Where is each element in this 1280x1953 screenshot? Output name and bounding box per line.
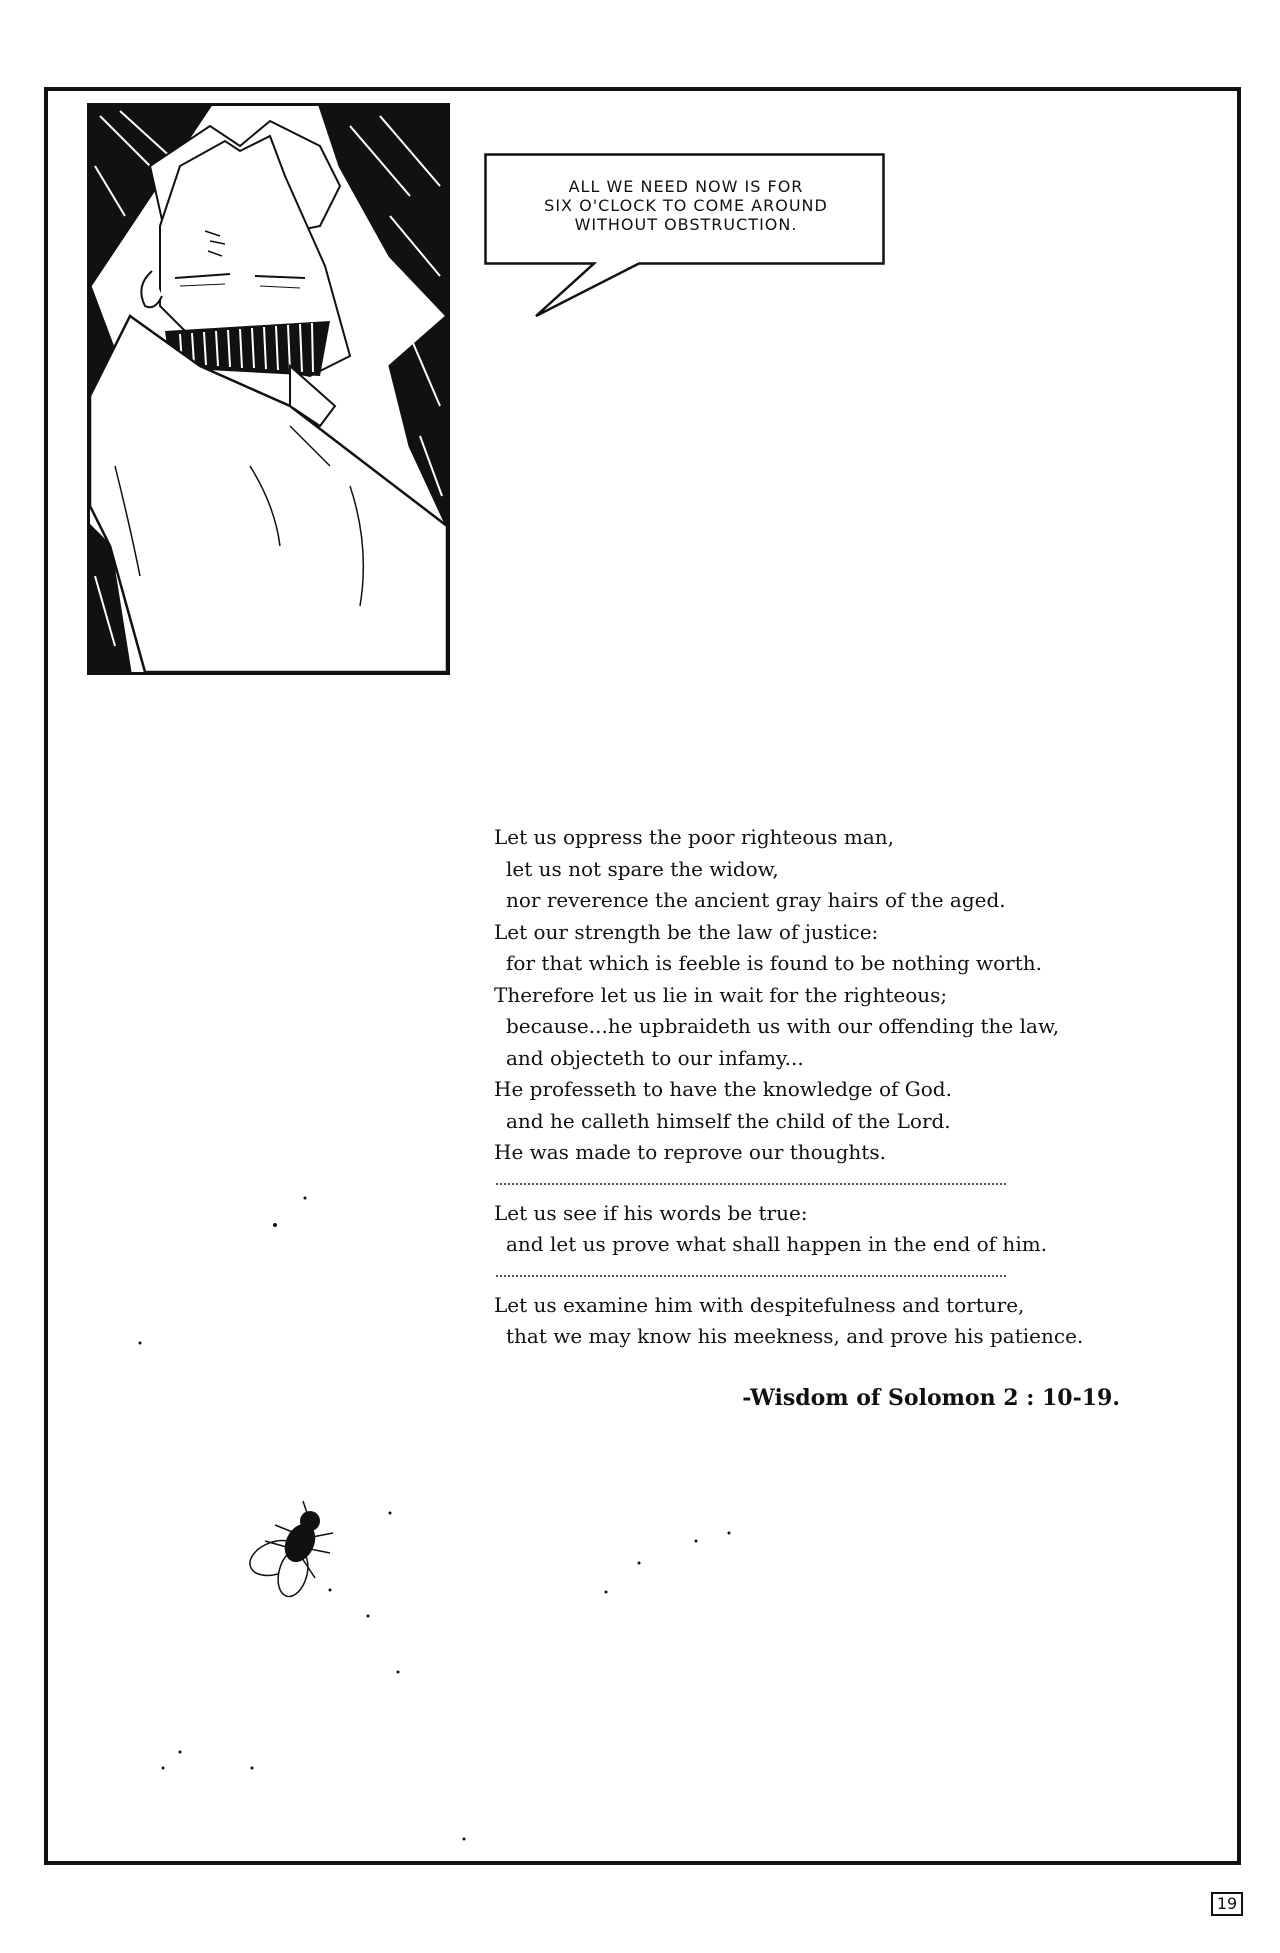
quote-line: Therefore let us lie in wait for the righteous;	[494, 982, 948, 1007]
quote-line: He was made to reprove our thoughts.	[494, 1140, 886, 1164]
page-number: 19	[1211, 1892, 1243, 1916]
quote-line: for that which is feeble is found to be nothing worth.	[506, 951, 1043, 975]
speech-balloon-text: ALL WE NEED NOW IS FOR SIX O'CLOCK TO COME AROUND WITHOUT OBSTRUCTION.	[544, 177, 828, 234]
quote-line: and objecteth to our infamy...	[506, 1045, 804, 1070]
quote-line: Let us see if his words be true:	[494, 1200, 808, 1225]
quote-line: He professeth to have the knowledge of God.	[494, 1077, 952, 1101]
quote-line: because...he upbraideth us with our offending the law,	[506, 1014, 1060, 1038]
quote-line: Let us examine him with despitefulness and torture,	[494, 1292, 1025, 1317]
quote-line: let us not spare the widow,	[506, 856, 779, 881]
quote-line: that we may know his meekness, and prove his patience.	[506, 1324, 1084, 1348]
quote-line: nor reverence the ancient gray hairs of the aged.	[506, 888, 1006, 912]
quote-line: and he calleth himself the child of the Lord.	[506, 1108, 951, 1133]
quote-line: and let us prove what shall happen in the end of him.	[506, 1232, 1048, 1256]
quote-line: Let our strength be the law of justice:	[494, 919, 879, 944]
quote-attribution: -Wisdom of Solomon 2 : 10-19.	[742, 1385, 1120, 1411]
quote-line: Let us oppress the poor righteous man,	[494, 825, 895, 849]
